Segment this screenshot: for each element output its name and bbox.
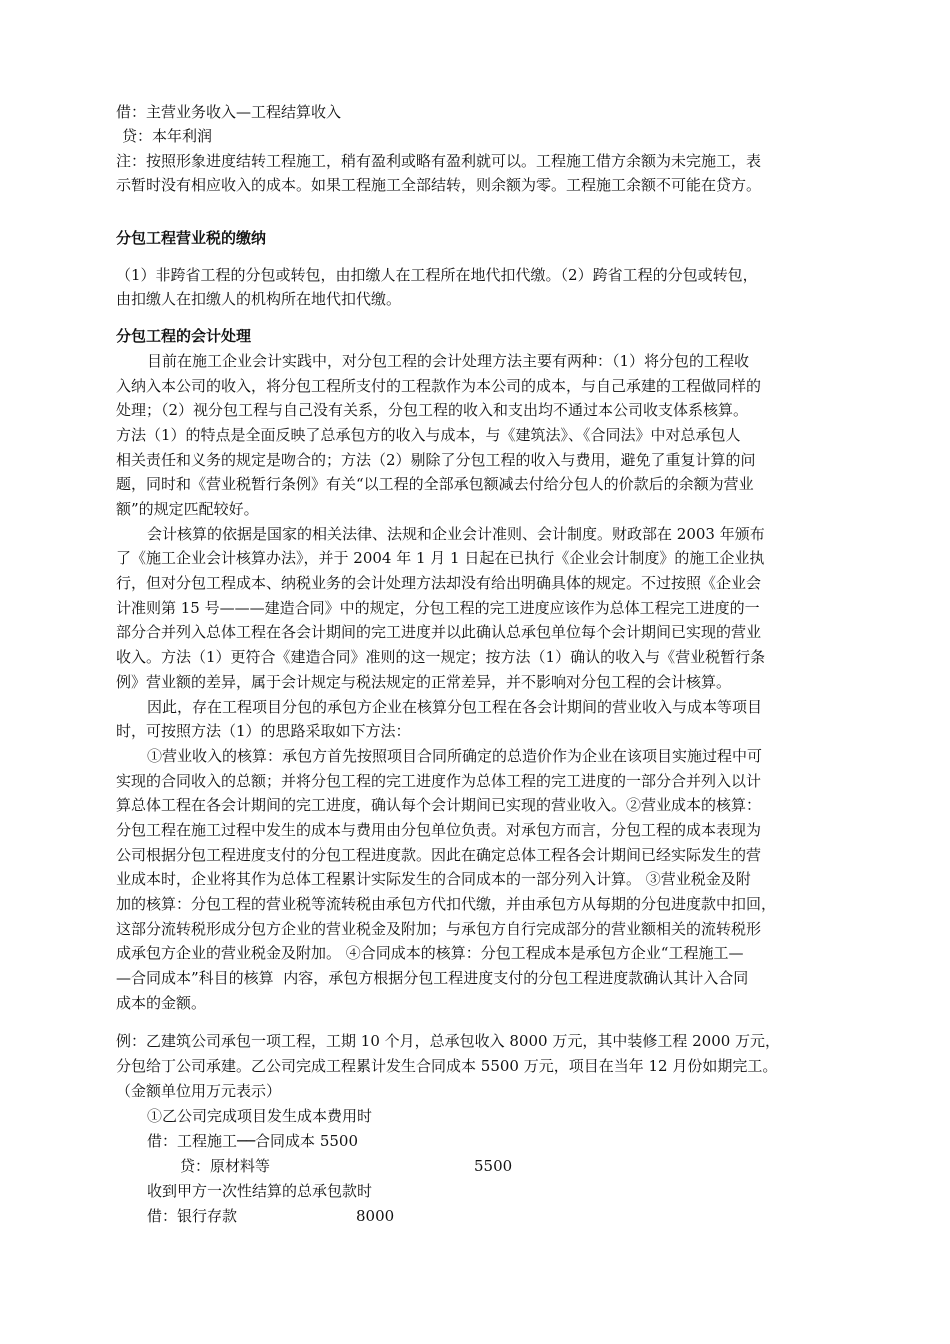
paragraph-line: 方法（1）的特点是全面反映了总承包方的收入与成本，与《建筑法》、《合同法》中对总承包人 [116,426,741,444]
paragraph-line: 处理；（2）视分包工程与自己没有关系，分包工程的收入和支出均不通过本公司收支体系核算。 [116,401,749,419]
paragraph-line: 会计核算的依据是国家的相关法律、法规和企业会计准则、会计制度。财政部在 2003 年颁布 [147,525,765,543]
journal-credit-line: 贷：本年利润 [122,127,213,145]
paragraph-line: 目前在施工企业会计实践中，对分包工程的会计处理方法主要有两种：（1）将分包的工程收 [147,352,750,370]
paragraph-line: 由扣缴人在扣缴人的机构所在地代扣代缴。 [116,290,402,308]
journal-credit-label: 贷：原材料等 [180,1157,271,1175]
paragraph-line: 时，可按照方法（1）的思路采取如下方法： [116,722,411,740]
paragraph-line: 了《施工企业会计核算办法》，并于 2004 年 1 月 1 日起在已执行《企业会计制度》的施工企业执 [116,549,765,567]
example-step: ①乙公司完成项目发生成本费用时 [147,1107,373,1125]
example-line: 分包给丁公司承建。乙公司完成工程累计发生合同成本 5500 万元，项目在当年 12 月份如期完工。 [116,1057,778,1075]
paragraph-line: 公司根据分包工程进度支付的分包工程进度款。因此在确定总体工程各会计期间已经实际发生的营 [116,846,762,864]
paragraph-line: 题，同时和《营业税暂行条例》有关“以工程的全部承包额减去付给分包人的价款后的余额为营业 [116,475,754,493]
paragraph-line: 业成本时，企业将其作为总体工程累计实际发生的合同成本的一部分列入计算。 ③营业税金及附 [116,870,751,888]
paragraph-line: 部分合并列入总体工程在各会计期间的完工进度并以此确认总承包单位每个会计期间已实现的营业 [116,623,762,641]
paragraph-line: 例》营业额的差异，属于会计规定与税法规定的正常差异，并不影响对分包工程的会计核算。 [116,673,732,691]
paragraph-line: ①营业收入的核算：承包方首先按照项目合同所确定的总造价作为企业在该项目实施过程中可 [147,747,763,765]
paragraph-line: 计准则第 15 号———建造合同》中的规定，分包工程的完工进度应该作为总体工程完工进度的一 [116,599,760,617]
note-line: 注：按照形象进度结转工程施工，稍有盈利或略有盈利就可以。工程施工借方余额为未完施工，表 [116,152,762,170]
paragraph-line: 实现的合同收入的总额；并将分包工程的完工进度作为总体工程的完工进度的一部分合并列入以计 [116,772,762,790]
journal-debit-label: 借：银行存款 [147,1207,238,1225]
example-line: 例：乙建筑公司承包一项工程，工期 10 个月，总承包收入 8000 万元，其中装修工程 2000 万元， [116,1032,781,1050]
paragraph-line: 成本的金额。 [116,994,207,1012]
paragraph-line: 分包工程在施工过程中发生的成本与费用由分包单位负责。对承包方而言，分包工程的成本表现为 [116,821,762,839]
paragraph-line: 这部分流转税形成分包方企业的营业税金及附加；与承包方自行完成部分的营业额相关的流转税形 [116,920,762,938]
paragraph-line: 行，但对分包工程成本、纳税业务的会计处理方法却没有给出明确具体的规定。不过按照《企业会 [116,574,762,592]
section-heading-tax: 分包工程营业税的缴纳 [116,229,267,247]
paragraph-line: 入纳入本公司的收入，将分包工程所支付的工程款作为本公司的成本，与自己承建的工程做同样的 [116,377,762,395]
paragraph-line: 相关责任和义务的规定是吻合的；方法（2）剔除了分包工程的收入与费用，避免了重复计算的问 [116,451,756,469]
journal-credit-amount: 5500 [474,1157,513,1175]
paragraph-line: 成承包方企业的营业税金及附加。 ④合同成本的核算：分包工程成本是承包方企业“工程施工— [116,944,744,962]
journal-debit-line: 借：工程施工──合同成本 5500 [147,1132,359,1150]
example-step: 收到甲方一次性结算的总承包款时 [147,1182,373,1200]
paragraph-line: 加的核算：分包工程的营业税等流转税由承包方代扣代缴，并由承包方从每期的分包进度款中扣回， [116,895,777,913]
example-line: （金额单位用万元表示） [116,1082,282,1100]
paragraph-line: 额”的规定匹配较好。 [116,500,259,518]
paragraph-line: 收入。方法（1）更符合《建造合同》准则的这一规定；按方法（1）确认的收入与《营业税暂行条 [116,648,766,666]
section-heading-accounting: 分包工程的会计处理 [116,327,252,345]
journal-debit-amount: 8000 [356,1207,395,1225]
paragraph-line: 算总体工程在各会计期间的完工进度，确认每个会计期间已实现的营业收入。②营业成本的核算： [116,796,762,814]
note-line: 示暂时没有相应收入的成本。如果工程施工全部结转，则余额为零。工程施工余额不可能在贷方。 [116,176,762,194]
journal-debit-line: 借：主营业务收入—工程结算收入 [116,103,342,121]
paragraph-line: 因此，存在工程项目分包的承包方企业在核算分包工程在各会计期间的营业收入与成本等项目 [147,698,763,716]
paragraph-line: （1）非跨省工程的分包或转包，由扣缴人在工程所在地代扣代缴。（2）跨省工程的分包或转包， [116,266,758,284]
paragraph-line: —合同成本”科目的核算 内容，承包方根据分包工程进度支付的分包工程进度款确认其计入合同 [116,969,749,987]
